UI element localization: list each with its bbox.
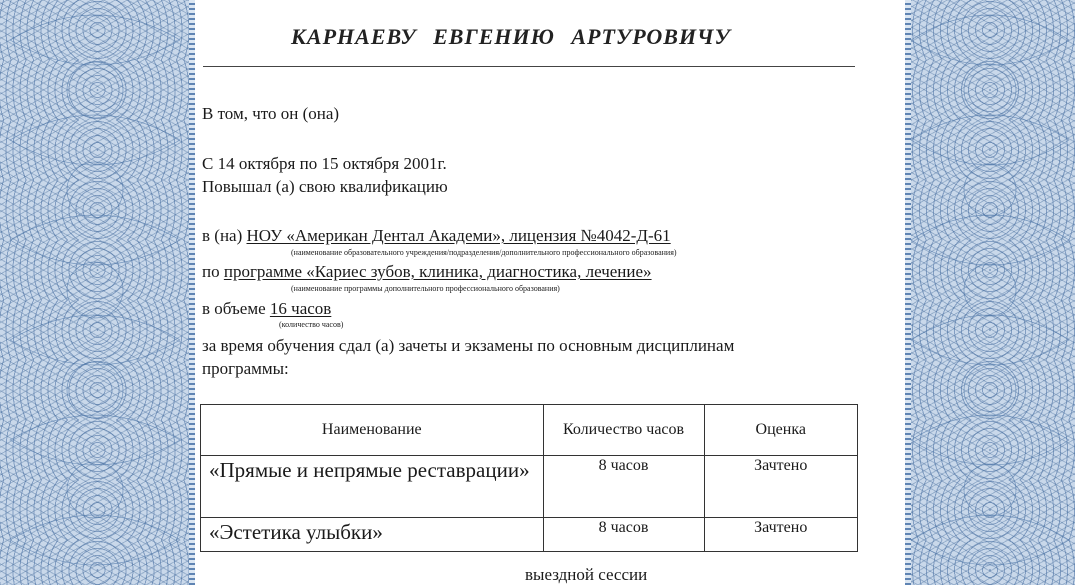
table-row: [201, 518, 858, 552]
course-grade: Зачтено: [704, 456, 858, 518]
name-underline: [203, 66, 855, 67]
program-name: программе «Кариес зубов, клиника, диагностика, лечение»: [223, 262, 652, 281]
guilloche-pattern-left: [0, 0, 195, 585]
course-hours: 8 часов: [543, 456, 704, 518]
course-grade: Зачтено: [704, 518, 858, 552]
volume-prefix: в объеме: [202, 299, 266, 318]
institution-prefix: в (на): [202, 226, 243, 245]
program-caption: (наименование программы дополнительного профессионального образования): [291, 284, 560, 293]
institution-name: НОУ «Американ Дентал Академи», лицензия №4042-Д-61: [246, 226, 671, 245]
intro-text: В том, что он (она): [202, 104, 340, 123]
footer-partial-text: выездной сессии: [525, 565, 648, 584]
volume-caption: (количество часов): [279, 320, 344, 329]
guilloche-pattern-right: [905, 0, 1075, 585]
qualification-text: Повышал (а) свою квалификацию: [202, 177, 448, 196]
period-text: С 14 октября по 15 октября 2001г.: [202, 154, 447, 173]
header-grade: Оценка: [704, 405, 858, 456]
exams-text-line1: за время обучения сдал (а) зачеты и экзамены по основным дисциплинам: [202, 336, 735, 355]
program-line: [202, 262, 652, 282]
table-row: [201, 456, 858, 518]
course-name: «Прямые и непрямые реставрации»: [201, 456, 544, 518]
table-header-row: [201, 405, 858, 456]
course-hours: 8 часов: [543, 518, 704, 552]
institution-line: [202, 226, 671, 246]
volume-line: [202, 299, 331, 319]
volume-value: 16 часов: [269, 299, 332, 318]
course-name: «Эстетика улыбки»: [201, 518, 544, 552]
program-prefix: по: [202, 262, 220, 281]
grades-table: [200, 404, 858, 552]
institution-caption: (наименование образовательного учреждения/подразделения/дополнительного профессионального образования): [291, 248, 677, 257]
header-name: Наименование: [201, 405, 544, 456]
header-hours: Количество часов: [543, 405, 704, 456]
exams-text-line2: программы:: [202, 359, 289, 378]
certificate-page: [195, 0, 905, 585]
recipient-name: КАРНАЕВУ ЕВГЕНИЮ АРТУРОВИЧУ: [291, 24, 731, 49]
